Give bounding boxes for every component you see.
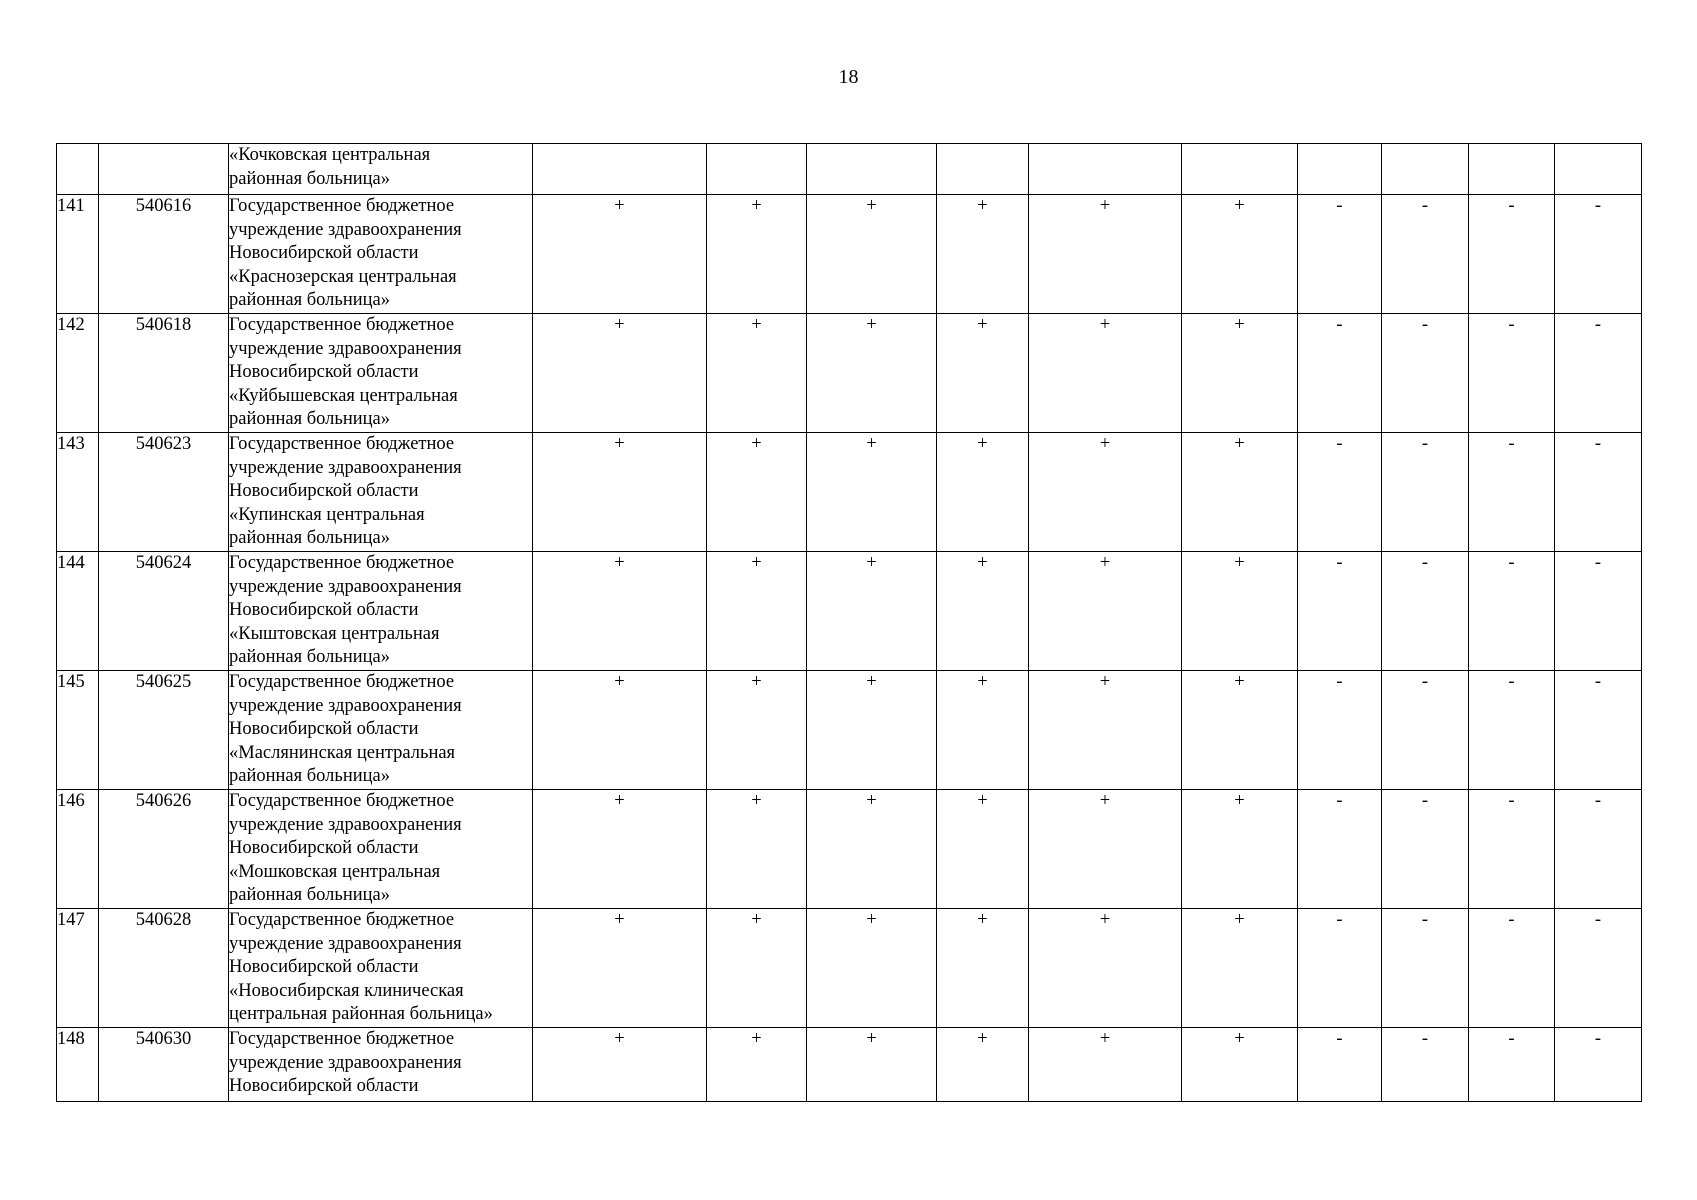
mark-cell: - <box>1469 433 1555 552</box>
mark-cell: + <box>1182 909 1298 1028</box>
table-row <box>57 671 1642 790</box>
mark-cell: - <box>1469 1028 1555 1102</box>
mark-cell: - <box>1469 195 1555 314</box>
org-code-cell: 540618 <box>99 314 229 433</box>
name-line: Новосибирской области <box>229 481 419 501</box>
mark-cell: + <box>533 790 707 909</box>
mark-cell: + <box>937 909 1029 1028</box>
mark-cell: + <box>1182 433 1298 552</box>
name-line: Государственное бюджетное <box>229 315 455 335</box>
org-name-cell <box>229 790 533 909</box>
row-number-cell: 142 <box>57 314 99 433</box>
org-name-cell <box>229 433 533 552</box>
mark-cell: + <box>1182 1028 1298 1102</box>
row-number-cell: 148 <box>57 1028 99 1102</box>
mark-cell: - <box>1555 195 1642 314</box>
name-line: районная больница» <box>229 409 391 429</box>
name-line: учреждение здравоохранения <box>229 576 462 597</box>
mark-cell: + <box>707 314 807 433</box>
mark-cell <box>533 144 707 195</box>
name-line: учреждение здравоохранения <box>229 933 462 954</box>
mark-cell: + <box>533 195 707 314</box>
mark-cell: + <box>707 552 807 671</box>
org-code-cell: 540625 <box>99 671 229 790</box>
org-name-cell <box>229 552 533 671</box>
name-line: «Кочковская центральная <box>229 145 431 165</box>
mark-cell: - <box>1382 790 1469 909</box>
mark-cell: + <box>1029 552 1182 671</box>
name-line: Новосибирской области <box>229 1076 419 1096</box>
mark-cell: + <box>807 671 937 790</box>
mark-cell <box>937 144 1029 195</box>
mark-cell: + <box>1029 671 1182 790</box>
mark-cell: + <box>707 1028 807 1102</box>
name-line: центральная районная больница» <box>229 1004 493 1024</box>
mark-cell: + <box>1182 552 1298 671</box>
name-line: Новосибирской области <box>229 243 419 263</box>
mark-cell: - <box>1469 314 1555 433</box>
name-line: Новосибирской области <box>229 600 419 620</box>
table-body <box>57 144 1642 1102</box>
name-line: Государственное бюджетное <box>229 196 455 216</box>
mark-cell: - <box>1298 314 1382 433</box>
mark-cell <box>707 144 807 195</box>
org-name-cell <box>229 314 533 433</box>
mark-cell: - <box>1298 195 1382 314</box>
table-row <box>57 552 1642 671</box>
mark-cell: + <box>1029 195 1182 314</box>
mark-cell: - <box>1469 909 1555 1028</box>
name-line: «Новосибирская клиническая <box>229 980 464 1001</box>
name-line: районная больница» <box>229 766 391 786</box>
mark-cell: - <box>1555 552 1642 671</box>
name-line: учреждение здравоохранения <box>229 1052 462 1073</box>
mark-cell: + <box>807 790 937 909</box>
mark-cell: + <box>1182 195 1298 314</box>
mark-cell <box>1555 144 1642 195</box>
mark-cell: + <box>533 909 707 1028</box>
mark-cell: - <box>1555 909 1642 1028</box>
mark-cell <box>1029 144 1182 195</box>
mark-cell: + <box>533 671 707 790</box>
name-line: «Купинская центральная <box>229 504 425 525</box>
name-line: Государственное бюджетное <box>229 910 455 930</box>
row-number-cell <box>57 144 99 195</box>
name-line: «Мошковская центральная <box>229 861 441 882</box>
name-line: Новосибирской области <box>229 957 419 977</box>
name-line: «Куйбышевская центральная <box>229 385 458 406</box>
mark-cell: + <box>807 433 937 552</box>
table-row <box>57 314 1642 433</box>
org-code-cell: 540616 <box>99 195 229 314</box>
mark-cell: + <box>807 909 937 1028</box>
org-code-cell <box>99 144 229 195</box>
name-line: Государственное бюджетное <box>229 1029 455 1049</box>
medical-organizations-table <box>56 143 1642 1102</box>
table-row <box>57 909 1642 1028</box>
mark-cell: + <box>807 314 937 433</box>
org-name-cell <box>229 144 533 195</box>
name-line: районная больница» <box>229 528 391 548</box>
name-line: учреждение здравоохранения <box>229 457 462 478</box>
name-line: Государственное бюджетное <box>229 672 455 692</box>
name-line: Государственное бюджетное <box>229 791 455 811</box>
mark-cell: + <box>937 1028 1029 1102</box>
mark-cell: + <box>533 314 707 433</box>
mark-cell: + <box>807 552 937 671</box>
name-line: районная больница» <box>229 647 391 667</box>
name-line: Новосибирской области <box>229 362 419 382</box>
mark-cell: + <box>1029 433 1182 552</box>
table-row <box>57 790 1642 909</box>
mark-cell: + <box>707 909 807 1028</box>
mark-cell: + <box>707 433 807 552</box>
name-line: районная больница» <box>229 290 391 310</box>
mark-cell: - <box>1469 552 1555 671</box>
row-number-cell: 146 <box>57 790 99 909</box>
mark-cell: + <box>807 195 937 314</box>
mark-cell: - <box>1298 1028 1382 1102</box>
mark-cell: + <box>707 195 807 314</box>
mark-cell: + <box>1182 314 1298 433</box>
name-line: учреждение здравоохранения <box>229 338 462 359</box>
mark-cell: + <box>533 1028 707 1102</box>
org-name-cell <box>229 909 533 1028</box>
mark-cell: - <box>1298 790 1382 909</box>
mark-cell: - <box>1382 195 1469 314</box>
mark-cell: + <box>937 195 1029 314</box>
mark-cell: - <box>1555 1028 1642 1102</box>
row-number-cell: 141 <box>57 195 99 314</box>
mark-cell: - <box>1382 909 1469 1028</box>
mark-cell: - <box>1469 790 1555 909</box>
mark-cell: + <box>533 433 707 552</box>
row-number-cell: 147 <box>57 909 99 1028</box>
mark-cell: - <box>1298 552 1382 671</box>
table-row-continuation <box>57 144 1642 195</box>
mark-cell: + <box>1182 790 1298 909</box>
name-line: районная больница» <box>229 168 391 189</box>
mark-cell: + <box>1029 314 1182 433</box>
mark-cell: - <box>1382 1028 1469 1102</box>
mark-cell: - <box>1298 671 1382 790</box>
mark-cell: - <box>1382 433 1469 552</box>
mark-cell: + <box>937 671 1029 790</box>
org-name-cell <box>229 195 533 314</box>
org-code-cell: 540630 <box>99 1028 229 1102</box>
name-line: «Краснозерская центральная <box>229 266 457 287</box>
org-code-cell: 540626 <box>99 790 229 909</box>
mark-cell: + <box>937 433 1029 552</box>
org-name-cell <box>229 1028 533 1102</box>
name-line: Государственное бюджетное <box>229 553 455 573</box>
mark-cell: - <box>1469 671 1555 790</box>
mark-cell: - <box>1382 552 1469 671</box>
mark-cell: - <box>1298 433 1382 552</box>
mark-cell <box>1469 144 1555 195</box>
name-line: Государственное бюджетное <box>229 434 455 454</box>
name-line: Новосибирской области <box>229 719 419 739</box>
mark-cell <box>1382 144 1469 195</box>
page-number: 18 <box>838 66 859 88</box>
mark-cell: + <box>937 314 1029 433</box>
mark-cell: + <box>707 671 807 790</box>
name-line: «Кыштовская центральная <box>229 623 440 644</box>
name-line: учреждение здравоохранения <box>229 695 462 716</box>
mark-cell: + <box>1182 671 1298 790</box>
mark-cell: - <box>1382 314 1469 433</box>
mark-cell: - <box>1382 671 1469 790</box>
mark-cell: - <box>1555 314 1642 433</box>
org-code-cell: 540624 <box>99 552 229 671</box>
mark-cell: - <box>1555 790 1642 909</box>
row-number-cell: 144 <box>57 552 99 671</box>
table-row <box>57 195 1642 314</box>
mark-cell <box>1182 144 1298 195</box>
name-line: учреждение здравоохранения <box>229 814 462 835</box>
org-code-cell: 540623 <box>99 433 229 552</box>
name-line: районная больница» <box>229 885 391 905</box>
mark-cell <box>807 144 937 195</box>
table-row <box>57 433 1642 552</box>
table-row <box>57 1028 1642 1102</box>
mark-cell: + <box>1029 1028 1182 1102</box>
mark-cell: + <box>1029 909 1182 1028</box>
mark-cell: - <box>1298 909 1382 1028</box>
mark-cell: - <box>1555 671 1642 790</box>
mark-cell: + <box>533 552 707 671</box>
mark-cell: + <box>937 552 1029 671</box>
row-number-cell: 143 <box>57 433 99 552</box>
name-line: «Маслянинская центральная <box>229 742 456 763</box>
mark-cell: + <box>937 790 1029 909</box>
mark-cell: - <box>1555 433 1642 552</box>
mark-cell <box>1298 144 1382 195</box>
mark-cell: + <box>807 1028 937 1102</box>
org-code-cell: 540628 <box>99 909 229 1028</box>
org-name-cell <box>229 671 533 790</box>
mark-cell: + <box>1029 790 1182 909</box>
mark-cell: + <box>707 790 807 909</box>
name-line: Новосибирской области <box>229 838 419 858</box>
name-line: учреждение здравоохранения <box>229 219 462 240</box>
row-number-cell: 145 <box>57 671 99 790</box>
